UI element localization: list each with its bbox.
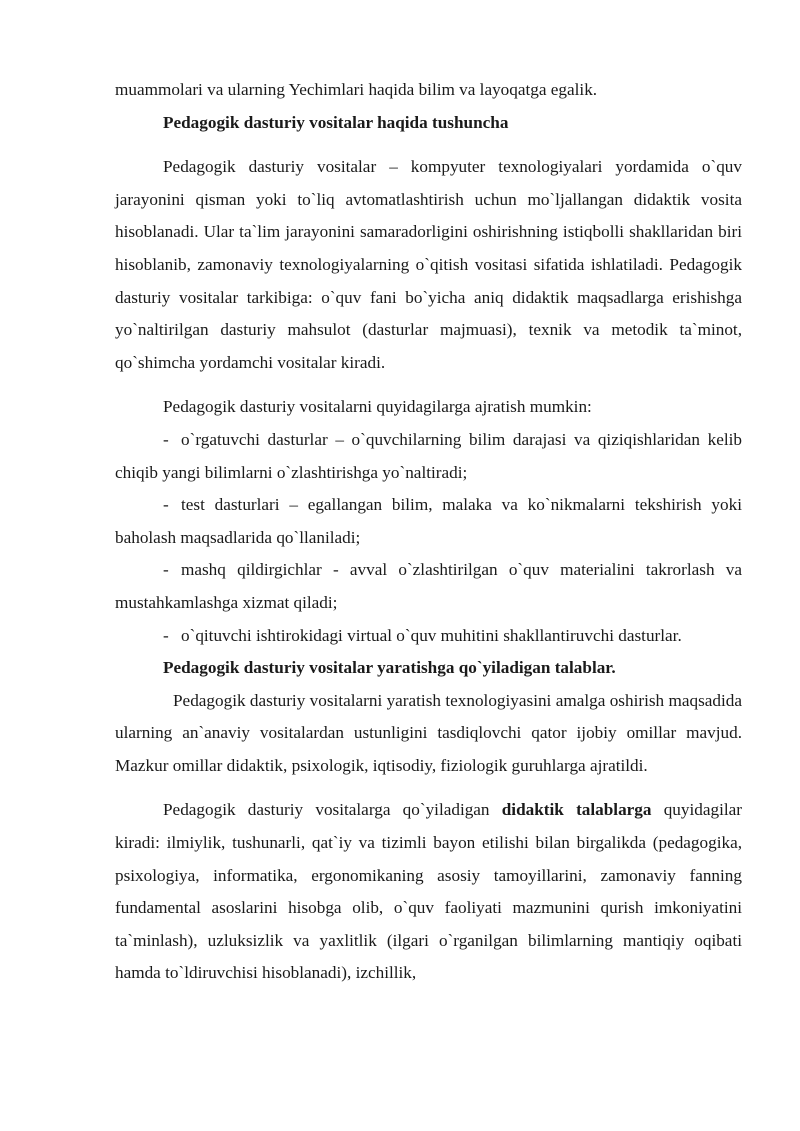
list-item-text: test dasturlari – egallangan bilim, malaka va ko`nikmalarni tekshirish yoki baholash maqsadlarida qo`llaniladi; — [115, 495, 742, 547]
paragraph-classification-intro: Pedagogik dasturiy vositalarni quyidagilarga ajratish mumkin: — [163, 397, 592, 417]
section-heading-requirements: Pedagogik dasturiy vositalar yaratishga qo`yiladigan talablar. — [163, 658, 616, 678]
section-heading-concept: Pedagogik dasturiy vositalar haqida tushuncha — [163, 112, 509, 132]
didactic-emphasis: didaktik talablarga — [501, 800, 652, 820]
list-item — [115, 620, 742, 653]
paragraph-definition: Pedagogik dasturiy vositalar – kompyuter texnologiyalari yordamida o`quv jarayonini qisman yoki to`liq avtomatlashtirish uchun mo`ljallangan didaktik vosita hisoblanadi. Ular ta`lim jarayonini samaradorligini oshirishning istiqbolli shakllaridan biri hisoblanib, zamonaviy texnologiyalarning o`qitish vositasi sifatida ishlatiladi. Pedagogik dasturiy vositalar tarkibiga: o`quv fani bo`yicha aniq didaktik maqsadlarga erishishga yo`naltirilgan dasturiy mahsulot (dasturlar majmuasi), texnik va metodik ta`minot, qo`shimcha yordamchi vositalar kiradi. — [115, 157, 742, 372]
paragraph-didactic-requirements — [115, 794, 742, 990]
list-item — [115, 554, 742, 619]
paragraph-continuation: muammolari va ularning Yechimlari haqida bilim va layoqatga egalik. — [115, 80, 598, 99]
list-item-text: o`rgatuvchi dasturlar – o`quvchilarning bilim darajasi va qiziqishlaridan kelib chiqib yangi bilimlarni o`zlashtirishga yo`naltiradi; — [115, 429, 742, 482]
list-item-text: mashq qildirgichlar - avval o`zlashtirilgan o`quv materialini takrorlash va mustahkamlashga xizmat qiladi; — [115, 560, 742, 612]
list-dash: - — [163, 560, 169, 580]
list-item-text: o`qituvchi ishtirokidagi virtual o`quv muhitini shakllantiruvchi dasturlar. — [181, 625, 682, 645]
paragraph-advantages: Pedagogik dasturiy vositalarni yaratish texnologiyasini amalga oshirish maqsadida ularning an`anaviy vositalardan ustunligini tasdiqlovchi qator ijobiy omillar mavjud. Mazkur omillar didaktik, psixologik, iqtisodiy, fiziologik guruhlarga ajratildi. — [115, 690, 742, 775]
didactic-text-start: Pedagogik dasturiy vositalarga qo`yiladigan — [163, 800, 502, 820]
didactic-text-end: quyidagilar kiradi: ilmiylik, tushunarli, qat`iy va tizimli bayon etilishi bilan birgalikda (pedagogika, psixologiya, informatika, ergonomikaning asosiy tamoyillarini, zamonaviy fanning fundamental asoslarini hisobga olib, o`quv faoliyati mazmunini qurish imkoniyatini ta`minlash), uzluksizlik va yaxlitlik (ilgari o`rganilgan bilimlarning mantiqiy oqibati hamda to`ldiruvchisi hisoblanadi), izchillik, — [115, 800, 742, 983]
list-dash: - — [163, 495, 169, 515]
list-item — [115, 424, 742, 489]
list-item — [115, 489, 742, 554]
list-dash: - — [163, 429, 169, 449]
document-page — [115, 74, 742, 990]
list-dash: - — [163, 625, 169, 645]
